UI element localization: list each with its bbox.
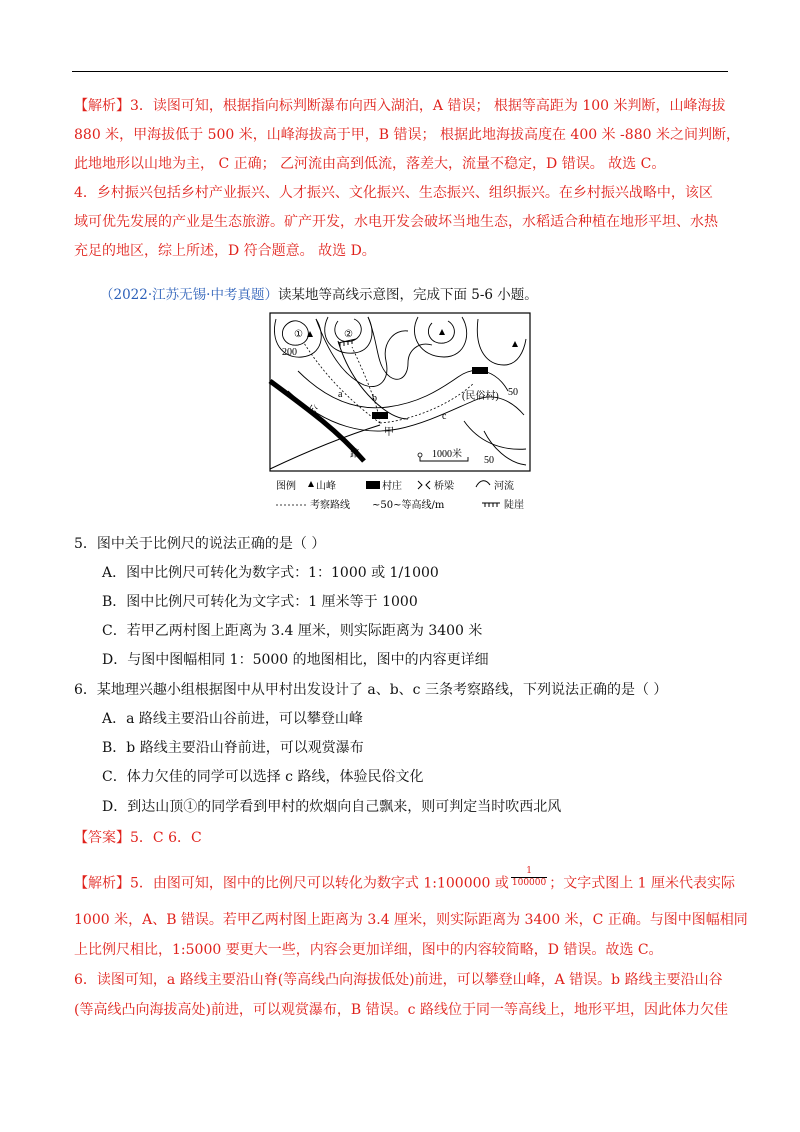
map-label-contour-50: 50 bbox=[484, 455, 494, 466]
legend-contour: ~50~等高线/m bbox=[372, 500, 445, 511]
legend-peak-icon bbox=[308, 481, 314, 487]
village-folk-icon bbox=[472, 367, 488, 374]
analysis-5-line3: 上比例尺相比，1:5000 要更大一些，内容会更加详细，图中的内容较简略，D 错误。故选 C。 bbox=[74, 942, 663, 958]
answer-line: 【答案】5．C 6．C bbox=[74, 830, 202, 846]
fraction-numerator: 1 bbox=[511, 866, 547, 878]
map-label-village-jia: 甲 bbox=[384, 427, 394, 438]
map-label-route-a: a bbox=[338, 389, 343, 400]
legend-village: 村庄 bbox=[382, 481, 402, 492]
question-intro bbox=[100, 281, 752, 310]
q6-option-d: D．到达山顶①的同学看到甲村的炊烟向自己飘来，则可判定当时吹西北风 bbox=[102, 799, 562, 815]
legend-cliff-icon bbox=[482, 503, 500, 507]
analysis-6-line1: 6．读图可知，a 路线主要沿山脊(等高线凸向海拔低处)前进，可以攀登山峰，A 错误。b 路线主要沿山谷 bbox=[74, 972, 723, 988]
legend-peak: 山峰 bbox=[316, 481, 336, 492]
analysis-3-4 bbox=[74, 92, 740, 266]
map-label-peak2: ② bbox=[344, 329, 353, 340]
q5-option-c: C．若甲乙两村图上距离为 3.4 厘米，则实际距离为 3400 米 bbox=[102, 623, 483, 639]
analysis-5-line2: 1000 米，A、B 错误。若甲乙两村图上距离为 3.4 厘米，则实际距离为 3400 米，C 正确。与图中图幅相同 bbox=[74, 912, 748, 928]
legend-river: 河流 bbox=[494, 481, 514, 492]
map-label-village-folk: (民俗村) bbox=[462, 391, 499, 402]
legend-cliff: 陡崖 bbox=[504, 500, 524, 511]
map-label-route-c: c bbox=[442, 411, 447, 422]
analysis-text: ；文字式图上 1 厘米代表实际 bbox=[549, 875, 736, 892]
map-label-route-b: b bbox=[372, 393, 377, 404]
q6-stem: 6．某地理兴趣小组根据图中从甲村出发设计了 a、b、c 三条考察路线，下列说法正确的是（ ） bbox=[74, 682, 668, 698]
q6-option-c: C．体力欠佳的同学可以选择 c 路线，体验民俗文化 bbox=[102, 769, 424, 785]
q5-option-b: B．图中比例尺可转化为文字式：1 厘米等于 1000 bbox=[102, 594, 418, 610]
village-jia-icon bbox=[372, 412, 388, 419]
analysis-6-line2: (等高线凸向海拔高处)前进，可以观赏瀑布，B 错误。c 路线位于同一等高线上，地形平坦，因此体力欠佳 bbox=[74, 1002, 728, 1018]
legend-river-icon bbox=[476, 481, 490, 487]
legend-title: 图例 bbox=[276, 481, 296, 492]
analysis-line: 充足的地区，综上所述，D 符合题意。 故选 D。 bbox=[74, 243, 376, 259]
legend-village-icon bbox=[366, 481, 380, 489]
analysis-line: 域可优先发展的产业是生态旅游。矿产开发，水电开发会破坏当地生态，水稻适合种植在地形平坦、水热 bbox=[74, 214, 718, 230]
legend-route: 考察路线 bbox=[310, 500, 350, 511]
analysis-line: 【解析】3．读图可知，根据指向标判断瀑布向西入湖泊，A 错误； 根据等高距为 100 米判断，山峰海拔 bbox=[74, 98, 726, 114]
question-source: （2022·江苏无锡·中考真题） bbox=[100, 287, 278, 303]
fraction bbox=[511, 866, 547, 889]
q6-option-b: B．b 路线主要沿山脊前进，可以观赏瀑布 bbox=[102, 740, 364, 756]
analysis-text: 【解析】5．由图可知，图中的比例尺可以转化为数字式 1:100000 或 bbox=[74, 875, 509, 892]
analysis-5-line1 bbox=[74, 866, 736, 895]
map-label-road: 公 bbox=[308, 405, 318, 416]
contour-map bbox=[268, 311, 532, 511]
map-label-peak1: ① bbox=[294, 329, 303, 340]
q5-option-d: D．与图中图幅相同 1：5000 的地图相比，图中的内容更详细 bbox=[102, 652, 489, 668]
map-legend bbox=[276, 479, 524, 511]
map-label-contour-50: 50 bbox=[508, 387, 518, 398]
fraction-denominator: 100000 bbox=[511, 878, 547, 888]
q5-stem: 5．图中关于比例尺的说法正确的是（ ） bbox=[74, 536, 326, 552]
q5-option-a: A．图中比例尺可转化为数字式：1：1000 或 1/1000 bbox=[102, 565, 439, 581]
q6-option-a: A．a 路线主要沿山谷前进，可以攀登山峰 bbox=[102, 711, 363, 727]
question-instruction: 读某地等高线示意图，完成下面 5-6 小题。 bbox=[277, 287, 538, 303]
map-label-scale: 1000米 bbox=[432, 449, 462, 460]
map-label-road: 路 bbox=[350, 449, 360, 460]
analysis-line: 880 米，甲海拔低于 500 米，山峰海拔高于甲，B 错误； 根据此地海拔高度在 400 米 -880 米之间判断， bbox=[74, 127, 740, 143]
legend-bridge: 桥梁 bbox=[434, 481, 454, 492]
map-label-contour-200: 200 bbox=[282, 347, 297, 358]
legend-bridge-icon bbox=[418, 481, 430, 489]
header-rule bbox=[72, 71, 728, 72]
analysis-line: 此地地形以山地为主， C 正确； 乙河流由高到低流，落差大，流量不稳定，D 错误。 故选 C。 bbox=[74, 156, 666, 172]
analysis-line: 4．乡村振兴包括乡村产业振兴、人才振兴、文化振兴、生态振兴、组织振兴。在乡村振兴战略中，该区 bbox=[74, 185, 713, 201]
